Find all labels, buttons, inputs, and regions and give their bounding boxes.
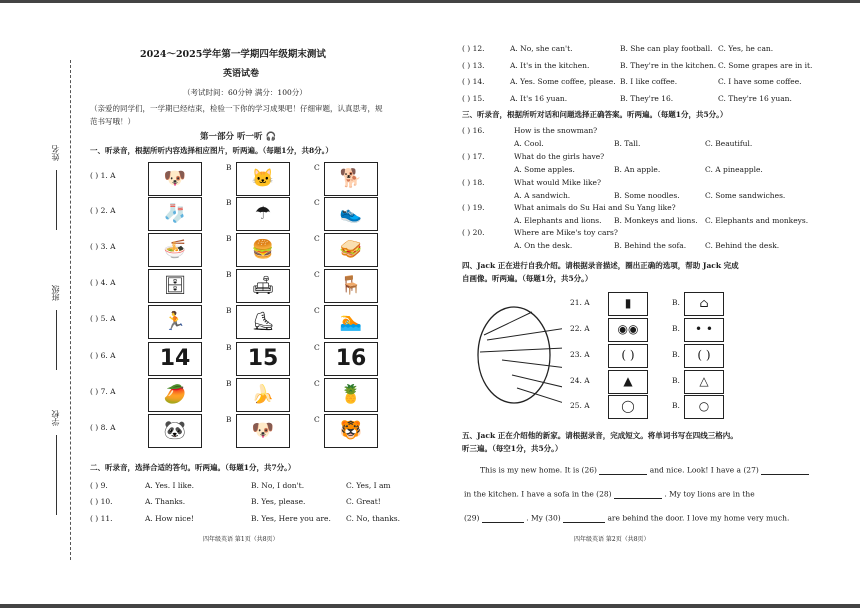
question-number: ( ) 4. A <box>90 278 116 287</box>
option-a[interactable]: A. It's 16 yuan. <box>510 94 568 103</box>
question-number: ( ) 1. A <box>90 171 116 180</box>
passage-line2-a: in the kitchen. I have a sofa in the (28) <box>464 489 612 499</box>
option-c-label: C <box>314 198 320 207</box>
footer-left: 四年级英语 第1页（共8页） <box>203 536 279 543</box>
question-number: ( ) 14. <box>462 77 485 86</box>
question-text: What do the girls have? <box>514 152 605 161</box>
picture-option[interactable]: 14 <box>148 342 202 376</box>
option-b[interactable]: B. They're 16. <box>620 94 674 103</box>
option-c[interactable]: C. Great! <box>346 497 381 506</box>
option-c[interactable]: C. I have some coffee. <box>718 77 802 86</box>
exam-title: 2024～2025学年第一学期四年级期末测试 <box>140 49 326 60</box>
section2-title: 二、听录音，选择合适的答句。听两遍。（每题1分，共7分。） <box>90 463 296 472</box>
option-b[interactable]: B. Yes, please. <box>251 497 306 506</box>
question-number: ( ) 11. <box>90 514 113 523</box>
option-b-label: B. <box>672 324 680 333</box>
passage-line1-b: and nice. Look! I have a (27) <box>649 465 759 475</box>
option-b[interactable]: B. Behind the sofa. <box>614 241 687 250</box>
hair-icon[interactable]: ▮ <box>608 292 648 316</box>
picture-option[interactable]: 🐯 <box>324 414 378 448</box>
eyes-big-icon[interactable]: ◉◉ <box>608 318 648 342</box>
option-a[interactable]: A. Cool. <box>514 139 544 148</box>
hat-icon[interactable]: ⌂ <box>684 292 724 316</box>
question-number: ( ) 19. <box>462 203 485 212</box>
headphone-icon: 🎧 <box>265 132 277 142</box>
passage-line2-b: . My toy lions are in the <box>664 489 755 499</box>
question-number: ( ) 9. <box>90 481 108 490</box>
question-number: ( ) 20. <box>462 228 485 237</box>
option-b[interactable]: B. Some noodles. <box>614 191 680 200</box>
passage-line1 <box>480 466 809 475</box>
question-number: ( ) 16. <box>462 126 485 135</box>
head-drawing <box>472 300 562 410</box>
footer-right: 四年级英语 第2页（共8页） <box>574 536 650 543</box>
notice-line2: 范书写哦！） <box>90 117 135 126</box>
item-number: 25. A <box>570 401 590 410</box>
option-c[interactable]: C. Behind the desk. <box>705 241 780 250</box>
option-c[interactable]: C. No, thanks. <box>346 514 401 523</box>
option-c[interactable]: C. Beautiful. <box>705 139 753 148</box>
picture-option[interactable]: 🗄 <box>148 269 202 303</box>
picture-option[interactable]: 16 <box>324 342 378 376</box>
passage-line3-c: are behind the door. I love my home very much. <box>607 513 790 523</box>
picture-option[interactable]: 👟 <box>324 197 378 231</box>
part1-title-text: 第一部分 听一听 <box>200 132 263 142</box>
option-b-label: B. <box>672 401 680 410</box>
passage-line3-b: . My (30) <box>526 513 561 523</box>
blank-29[interactable] <box>482 514 524 523</box>
class-label: 班级 <box>51 285 60 301</box>
option-a[interactable]: A. No, she can't. <box>510 44 573 53</box>
option-c-label: C <box>314 379 320 388</box>
question-number: ( ) 6. A <box>90 351 116 360</box>
notice-line1: （亲爱的同学们，一学期已经结束，检验一下你的学习成果吧！仔细审题，认真思考，规 <box>90 104 383 113</box>
question-number: ( ) 5. A <box>90 314 116 323</box>
option-b-label: B. <box>672 376 680 385</box>
blank-27[interactable] <box>761 466 809 475</box>
question-number: ( ) 17. <box>462 152 485 161</box>
option-a[interactable]: A. A sandwich. <box>514 191 571 200</box>
question-text: How is the snowman? <box>514 126 598 135</box>
section1-title: 一、听录音，根据所听内容选择相应图片，听两遍。（每题1分，共8分。） <box>90 146 333 155</box>
option-c[interactable]: C. Some grapes are in it. <box>718 61 813 70</box>
exam-subject: 英语试卷 <box>223 69 260 79</box>
item-number: 22. A <box>570 324 590 333</box>
option-b-label: B. <box>672 298 680 307</box>
question-text: What would Mike like? <box>514 178 602 187</box>
nose-big-icon[interactable]: ▲ <box>608 370 648 394</box>
passage-line2 <box>464 490 755 499</box>
item-number: 23. A <box>570 350 590 359</box>
option-c-label: C <box>314 306 320 315</box>
name-label: 姓名 <box>51 145 60 161</box>
option-a[interactable]: A. Thanks. <box>145 497 186 506</box>
option-a[interactable]: A. Elephants and lions. <box>514 216 602 225</box>
question-number: ( ) 2. A <box>90 206 116 215</box>
eyes-small-icon[interactable]: • • <box>684 318 724 342</box>
option-c[interactable]: C. Yes, he can. <box>718 44 774 53</box>
item-number: 21. A <box>570 298 590 307</box>
question-text: Where are Mike's toy cars? <box>514 228 618 237</box>
question-number: ( ) 12. <box>462 44 485 53</box>
ears-small-icon[interactable]: ( ) <box>684 344 724 368</box>
option-a[interactable]: A. It's in the kitchen. <box>510 61 590 70</box>
picture-option[interactable]: 🐼 <box>148 414 202 448</box>
option-b-label: B <box>226 198 232 207</box>
question-number: ( ) 10. <box>90 497 113 506</box>
section4-title1: 四、Jack 正在进行自我介绍。请根据录音描述，圈出正确的选项，帮助 Jack 完成 <box>462 261 739 270</box>
picture-option[interactable]: 🐱 <box>236 162 290 196</box>
option-a[interactable]: A. Yes. Some coffee, please. <box>510 77 616 86</box>
option-b[interactable]: B. I like coffee. <box>620 77 678 86</box>
section5-title1: 五、Jack 正在介绍他的新家。请根据录音，完成短文。将单词书写在四线三格内。 <box>462 431 738 440</box>
option-b-label: B <box>226 270 232 279</box>
exam-meta: （考试时间：60分钟 满分：100分） <box>183 88 307 97</box>
option-b[interactable]: B. Monkeys and lions. <box>614 216 698 225</box>
class-line <box>56 310 57 370</box>
option-b[interactable]: B. Tall. <box>614 139 641 148</box>
picture-option[interactable]: 🛋 <box>236 269 290 303</box>
option-b[interactable]: B. She can play football. <box>620 44 713 53</box>
option-b[interactable]: B. No, I don't. <box>251 481 305 490</box>
school-label: 学校 <box>51 410 60 426</box>
bottom-edge <box>0 604 860 608</box>
picture-option[interactable]: 15 <box>236 342 290 376</box>
section4-title2: 自画像。听两遍。（每题1分，共5分。） <box>462 274 593 283</box>
question-text: What animals do Su Hai and Su Yang like? <box>514 203 676 212</box>
option-b-label: B <box>226 415 232 424</box>
option-b-label: B. <box>672 350 680 359</box>
nose-small-icon[interactable]: △ <box>684 370 724 394</box>
picture-option[interactable]: 🥪 <box>324 233 378 267</box>
blank-28[interactable] <box>614 490 662 499</box>
option-c[interactable]: C. They're 16 yuan. <box>718 94 792 103</box>
name-line <box>56 170 57 230</box>
picture-option[interactable]: ⛸ <box>236 305 290 339</box>
blank-30[interactable] <box>563 514 605 523</box>
mouth-big-icon[interactable]: ◯ <box>608 395 648 419</box>
picture-option[interactable]: 🧦 <box>148 197 202 231</box>
question-number: ( ) 13. <box>462 61 485 70</box>
option-b-label: B <box>226 343 232 352</box>
option-c-label: C <box>314 234 320 243</box>
passage-line1-a: This is my new home. It is (26) <box>480 465 597 475</box>
option-c[interactable]: C. Elephants and monkeys. <box>705 216 809 225</box>
option-c[interactable]: C. A pineapple. <box>705 165 763 174</box>
picture-option[interactable]: 🥭 <box>148 378 202 412</box>
picture-option[interactable]: 🏃 <box>148 305 202 339</box>
option-a[interactable]: A. On the desk. <box>514 241 573 250</box>
option-b[interactable]: B. An apple. <box>614 165 661 174</box>
option-b[interactable]: B. They're in the kitchen. <box>620 61 717 70</box>
option-a[interactable]: A. Some apples. <box>514 165 575 174</box>
picture-option[interactable]: 🏊 <box>324 305 378 339</box>
picture-option[interactable]: 🍍 <box>324 378 378 412</box>
option-b-label: B <box>226 163 232 172</box>
binding-margin <box>42 60 82 560</box>
question-number: ( ) 7. A <box>90 387 116 396</box>
question-number: ( ) 18. <box>462 178 485 187</box>
option-c-label: C <box>314 163 320 172</box>
passage-line3 <box>464 514 789 523</box>
option-b[interactable]: B. Yes, Here you are. <box>251 514 331 523</box>
option-b-label: B <box>226 379 232 388</box>
item-number: 24. A <box>570 376 590 385</box>
picture-option[interactable]: 🍔 <box>236 233 290 267</box>
option-c-label: C <box>314 415 320 424</box>
option-a[interactable]: A. How nice! <box>145 514 194 523</box>
question-number: ( ) 3. A <box>90 242 116 251</box>
mouth-small-icon[interactable]: ○ <box>684 395 724 419</box>
picture-option[interactable]: 🍜 <box>148 233 202 267</box>
picture-option[interactable]: ☂ <box>236 197 290 231</box>
school-line <box>56 435 57 515</box>
cut-line <box>70 60 71 560</box>
option-b-label: B <box>226 234 232 243</box>
top-edge <box>0 0 860 3</box>
option-c[interactable]: C. Yes, I am <box>346 481 391 490</box>
section3-title: 三、听录音，根据所听对话和问题选择正确答案。听两遍。（每题1分，共5分。） <box>462 110 728 119</box>
picture-option[interactable]: 🐶 <box>148 162 202 196</box>
picture-option[interactable]: 🪑 <box>324 269 378 303</box>
option-a[interactable]: A. Yes. I like. <box>145 481 195 490</box>
section5-title2: 听三遍。（每空1分，共5分。） <box>462 444 563 453</box>
option-c-label: C <box>314 270 320 279</box>
part1-title <box>200 133 276 143</box>
question-number: ( ) 15. <box>462 94 485 103</box>
option-b-label: B <box>226 306 232 315</box>
picture-option[interactable]: 🐕 <box>324 162 378 196</box>
option-c[interactable]: C. Some sandwiches. <box>705 191 786 200</box>
blank-26[interactable] <box>599 466 647 475</box>
picture-option[interactable]: 🍌 <box>236 378 290 412</box>
option-c-label: C <box>314 343 320 352</box>
picture-option[interactable]: 🐶 <box>236 414 290 448</box>
ears-big-icon[interactable]: ( ) <box>608 344 648 368</box>
passage-line3-a: (29) <box>464 513 480 523</box>
question-number: ( ) 8. A <box>90 423 116 432</box>
